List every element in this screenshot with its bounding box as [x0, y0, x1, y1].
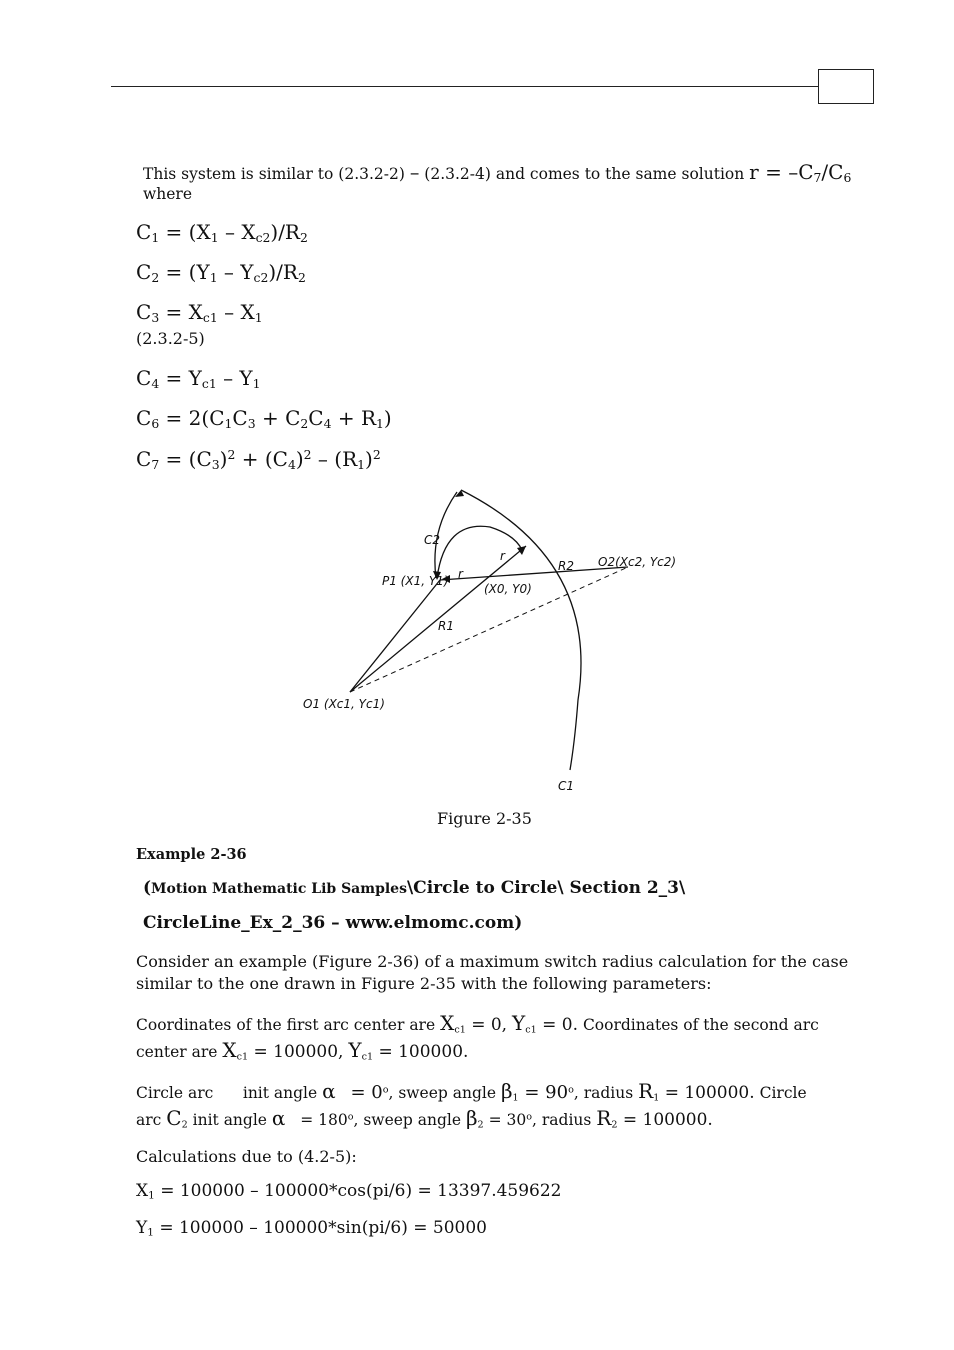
label-x0: (X0, Y0)	[484, 582, 532, 596]
label-r2: R2	[558, 559, 574, 573]
intro-line	[143, 160, 851, 185]
label-o1: O1 (Xc1, Yc1)	[303, 697, 385, 711]
page-number-box	[818, 69, 874, 104]
label-p1: P1 (X1, Y1)	[382, 574, 449, 588]
solution-formula: $r = -C_7/C_6$	[749, 160, 852, 186]
equation-c7: $C_7 = (C_3)^2 + (C_4)^2 - (R_1)^2$	[136, 447, 381, 473]
equation-c4: $C_4 = Y_{c1} - Y_1$	[136, 366, 261, 392]
intro-text-a: This system is similar to (2.3.2-2)	[143, 165, 405, 183]
equation-c3: $C_3 = X_{c1} - X_1$	[136, 300, 263, 326]
arc2-line: arc $C_2$ init angle α = $180^o$, sweep angle $\beta_2 = 30^o$, radius $R_2 = 100000$.	[136, 1106, 713, 1131]
label-r-upper: r	[500, 549, 505, 563]
equation-c2: $C_2 = (Y_1 - Y_{c2})/R_2$	[136, 260, 306, 286]
para1-line1: Consider an example (Figure 2-36) of a maximum switch radius calculation for the case	[136, 952, 849, 971]
label-c1: C1	[558, 779, 575, 793]
equation-number: (2.3.2-5)	[136, 329, 205, 348]
label-r1: R1	[438, 619, 454, 633]
calc-y1: $Y_1 = 100000 - 100000*\sin(pi/6) = 50000$	[136, 1218, 487, 1239]
figure-2-35-diagram	[290, 482, 690, 802]
calc-label: Calculations due to (4.2-5):	[136, 1147, 357, 1166]
label-r-small: r	[458, 567, 463, 581]
equation-c1: $C_1 = (X_1 - X_{c2})/R_2$	[136, 220, 308, 246]
intro-where: where	[143, 185, 193, 203]
arc-c1	[461, 490, 581, 770]
intro-text-b: (2.3.2-4) and comes to the same solution	[424, 165, 745, 183]
label-o2: O2(Xc2, Yc2)	[598, 555, 677, 569]
arc1-line: Circle arc init angle α = $0^o$, sweep angle $\beta_1 = 90^o$, radius $R_1 = 100000$. Circle	[136, 1079, 807, 1104]
intro-dash: –	[409, 162, 420, 184]
example-path-line1: (Motion Mathematic Lib Samples\Circle to Circle\ Section 2_3\	[143, 878, 686, 898]
example-path-line2: CircleLine_Ex_2_36 – www.elmomc.com)	[143, 913, 523, 933]
para1-line2: similar to the one drawn in Figure 2-35 with the following parameters:	[136, 974, 712, 993]
coords-line2: center are $X_{c1} = 100000$, $Y_{c1} = 100000$.	[136, 1038, 469, 1063]
figure-caption: Figure 2-35	[437, 809, 532, 828]
line-o1-p1	[350, 580, 440, 692]
example-heading: Example 2-36	[136, 846, 247, 863]
calc-x1: $X_1 = 100000 - 100000*\cos(pi/6) = 13397.459622$	[136, 1181, 562, 1202]
equation-c6: $C_6 = 2(C_1C_3 + C_2C_4 + R_1)$	[136, 406, 392, 432]
header-rule	[111, 86, 819, 87]
coords-line1: Coordinates of the first arc center are $X_{c1} = 0$, $Y_{c1} = 0$. Coordinates of the second arc	[136, 1011, 819, 1036]
switch-arc	[437, 526, 522, 578]
arrow-head-r-upper	[517, 546, 526, 555]
label-c2: C2	[424, 533, 441, 547]
